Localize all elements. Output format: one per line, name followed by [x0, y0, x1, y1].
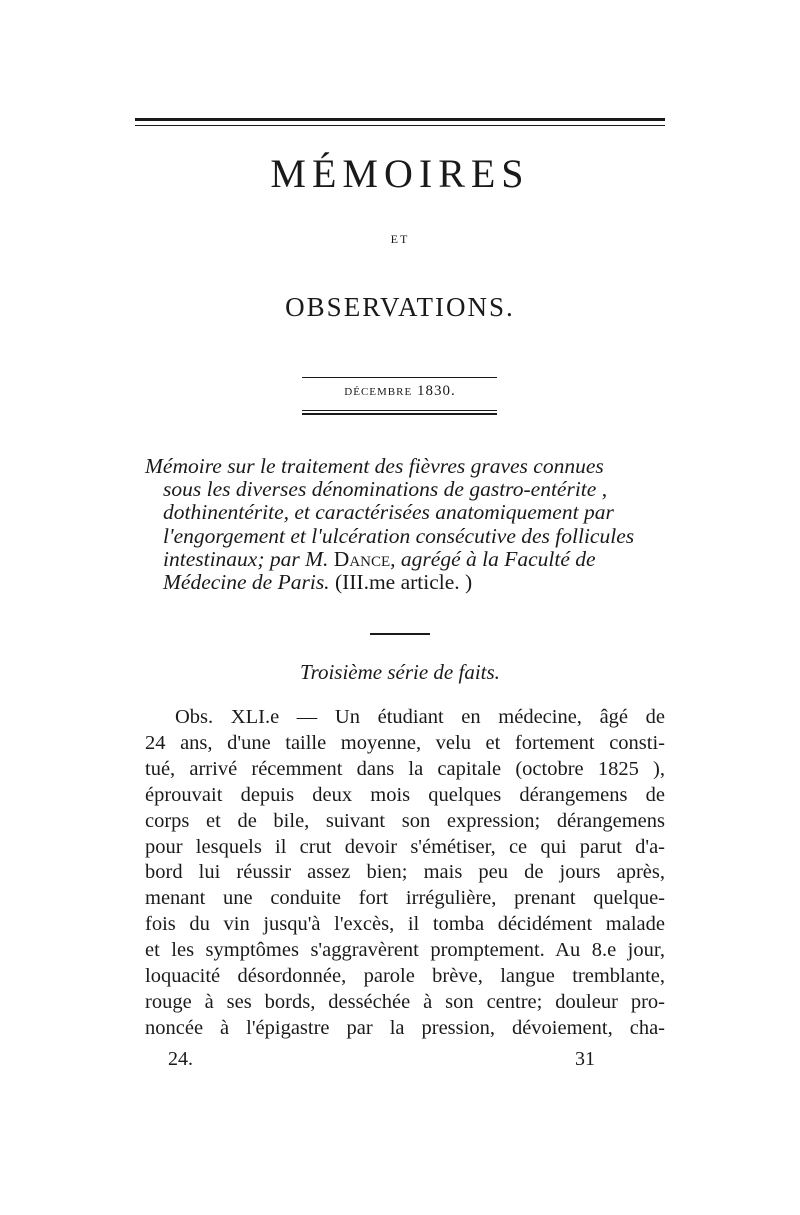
memoir-heading-line: l'engorgement et l'ulcération consécutive des follicules — [163, 523, 635, 548]
observation-line: corps et de bile, suivant son expression; dérangemens — [145, 809, 665, 832]
page-subtitle: OBSERVATIONS. — [285, 292, 515, 322]
header-rule-thick — [135, 118, 665, 121]
date-line — [0, 383, 800, 400]
signature-mark: 24. — [168, 1048, 193, 1070]
header-rule-thin — [135, 125, 665, 126]
memoir-heading-text: , agrégé à la Faculté de — [390, 546, 596, 571]
observation-line: noncée à l'épigastre par la pression, dévoiement, cha- — [145, 1016, 665, 1039]
observation-line: bord lui réussir assez bien; mais peu de jours après, — [145, 861, 665, 884]
observation-body — [145, 705, 665, 1042]
date-rule-top — [302, 377, 497, 378]
observation-line: fois du vin jusqu'à l'excès, il tomba décidément malade — [145, 913, 665, 936]
observation-line: menant une conduite fort irrégulière, prenant quelque- — [145, 887, 665, 910]
memoir-heading-text: Médecine de Paris. — [163, 570, 330, 595]
observation-line: 24 ans, d'une taille moyenne, velu et fortement consti- — [145, 731, 665, 754]
page-number: 31 — [575, 1048, 595, 1070]
observation-line: rouge à ses bords, desséchée à son centre; douleur pro- — [145, 990, 665, 1013]
memoir-heading-line — [163, 548, 665, 571]
date-month: DÉCEMBRE — [344, 386, 413, 398]
author-name: Dance — [333, 546, 391, 571]
observation-line: tué, arrivé récemment dans la capitale (octobre 1825 ), — [145, 757, 665, 780]
memoir-heading — [145, 455, 665, 594]
observation-line: éprouvait depuis deux mois quelques dérangemens de — [145, 783, 665, 806]
memoir-heading-text: intestinaux; par M. — [163, 546, 329, 571]
memoir-heading-line: dothinentérite, et caractérisées anatomiquement par — [163, 500, 614, 525]
memoir-heading-line: Mémoire sur le traitement des fièvres graves connues — [145, 454, 604, 478]
section-title: Troisième série de faits. — [300, 660, 500, 684]
observation-line: loquacité désordonnée, parole brève, langue tremblante, — [145, 965, 665, 988]
date-year: 1830. — [416, 383, 456, 399]
section-separator — [370, 633, 430, 635]
observation-line: pour lesquels il crut devoir s'émétiser, ce qui parut d'a- — [145, 835, 665, 858]
memoir-heading-line — [163, 571, 665, 594]
page-title: MÉMOIRES — [270, 151, 530, 196]
title-conjunction: ET — [390, 232, 410, 246]
observation-line: et les symptômes s'aggravèrent promptement. Au 8.e jour, — [145, 939, 665, 962]
date-rule-bottom — [302, 410, 497, 411]
date-rule-bottom-thick — [302, 413, 497, 415]
article-note: (III.me article. ) — [334, 570, 473, 595]
memoir-heading-line: sous les diverses dénominations de gastro-entérite , — [163, 477, 608, 502]
observation-line: Obs. XLI.e — Un étudiant en médecine, âgé de — [175, 706, 665, 728]
